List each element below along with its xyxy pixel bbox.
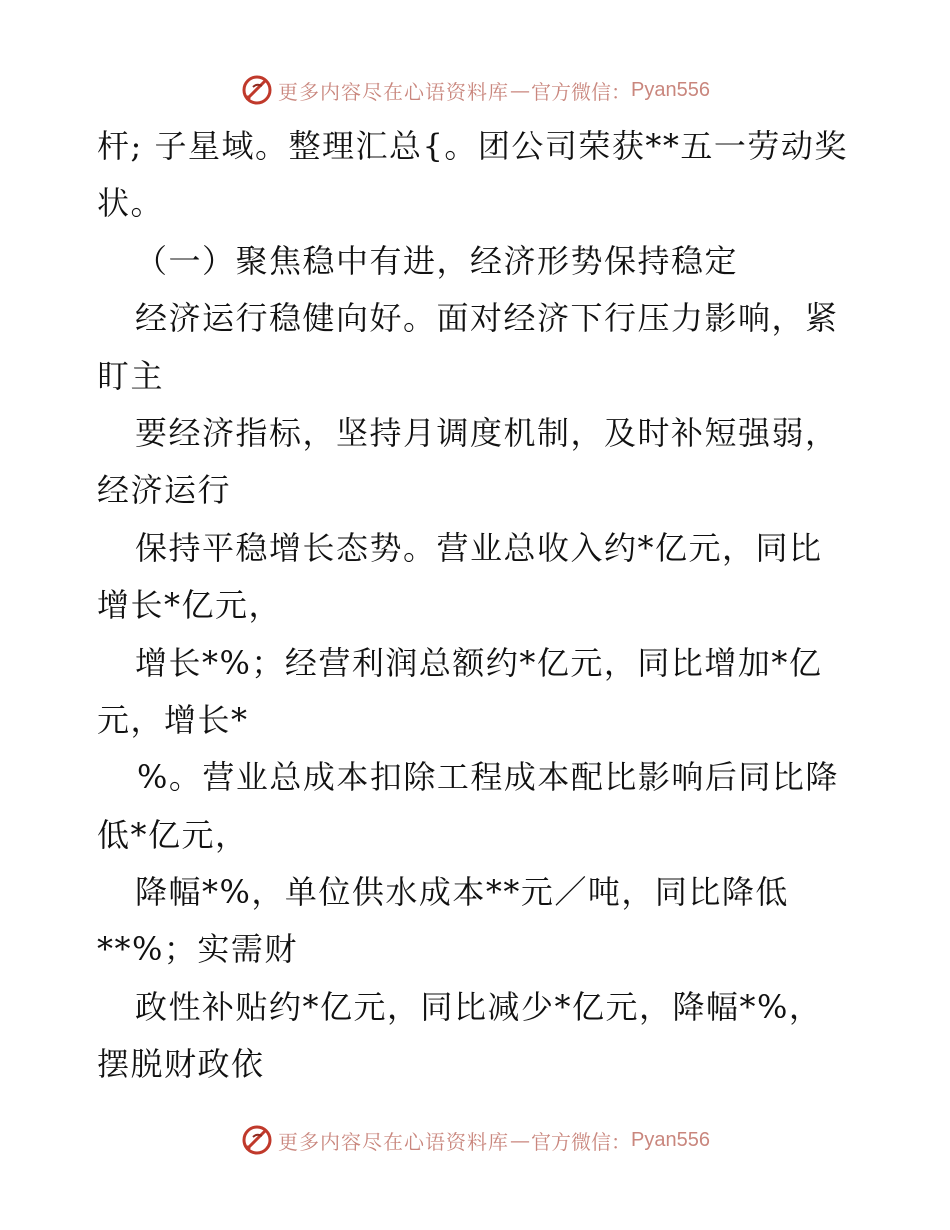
brand-dash: — <box>510 78 531 102</box>
wechat-label: 官方微信： <box>531 79 632 104</box>
brand-dash: — <box>510 1128 531 1152</box>
text-line: 杆; 子星域。整理汇总{。团公司荣获**五一劳动奖 <box>97 127 848 165</box>
wechat-id: Pyan556 <box>631 1128 710 1151</box>
text-line: 保持平稳增长态势。营业总收入约*亿元，同比 <box>135 528 823 567</box>
text-line: %。营业总成本扣除工程成本配比影响后同比降 <box>137 758 839 797</box>
text-line: 降幅*%，单位供水成本**元／吨，同比降低 <box>135 873 789 912</box>
text-line: 增长*亿元， <box>97 586 283 625</box>
text-line: 要经济指标，坚持月调度机制，及时补短强弱， <box>135 413 839 452</box>
text-line: **%；实需财 <box>97 930 298 969</box>
text-line: 摆脱财政依 <box>97 1045 265 1084</box>
text-line: 元，增长* <box>97 700 249 739</box>
wechat-id: Pyan556 <box>631 78 710 101</box>
text-line: 盯主 <box>97 356 165 395</box>
section-heading: （一）聚焦稳中有进，经济形势保持稳定 <box>135 241 739 280</box>
text-line: 低*亿元， <box>97 815 249 854</box>
text-line: 经济运行 <box>97 471 232 510</box>
text-line: 增长*%；经营利润总额约*亿元，同比增加*亿 <box>135 643 823 682</box>
brand-text: 更多内容尽在心语资料库 <box>278 79 510 104</box>
document-body <box>97 118 867 1094</box>
brand-logo-icon <box>240 73 274 107</box>
wechat-label: 官方微信： <box>531 1129 632 1154</box>
brand-text: 更多内容尽在心语资料库 <box>278 1129 510 1154</box>
footer-banner <box>0 1120 950 1160</box>
text-line: 政性补贴约*亿元，同比减少*亿元，降幅*%， <box>135 987 823 1026</box>
text-line: 状。 <box>97 184 165 223</box>
header-banner <box>0 70 950 110</box>
brand-logo-icon <box>240 1123 274 1157</box>
text-line: 经济运行稳健向好。面对经济下行压力影响，紧 <box>135 299 839 338</box>
